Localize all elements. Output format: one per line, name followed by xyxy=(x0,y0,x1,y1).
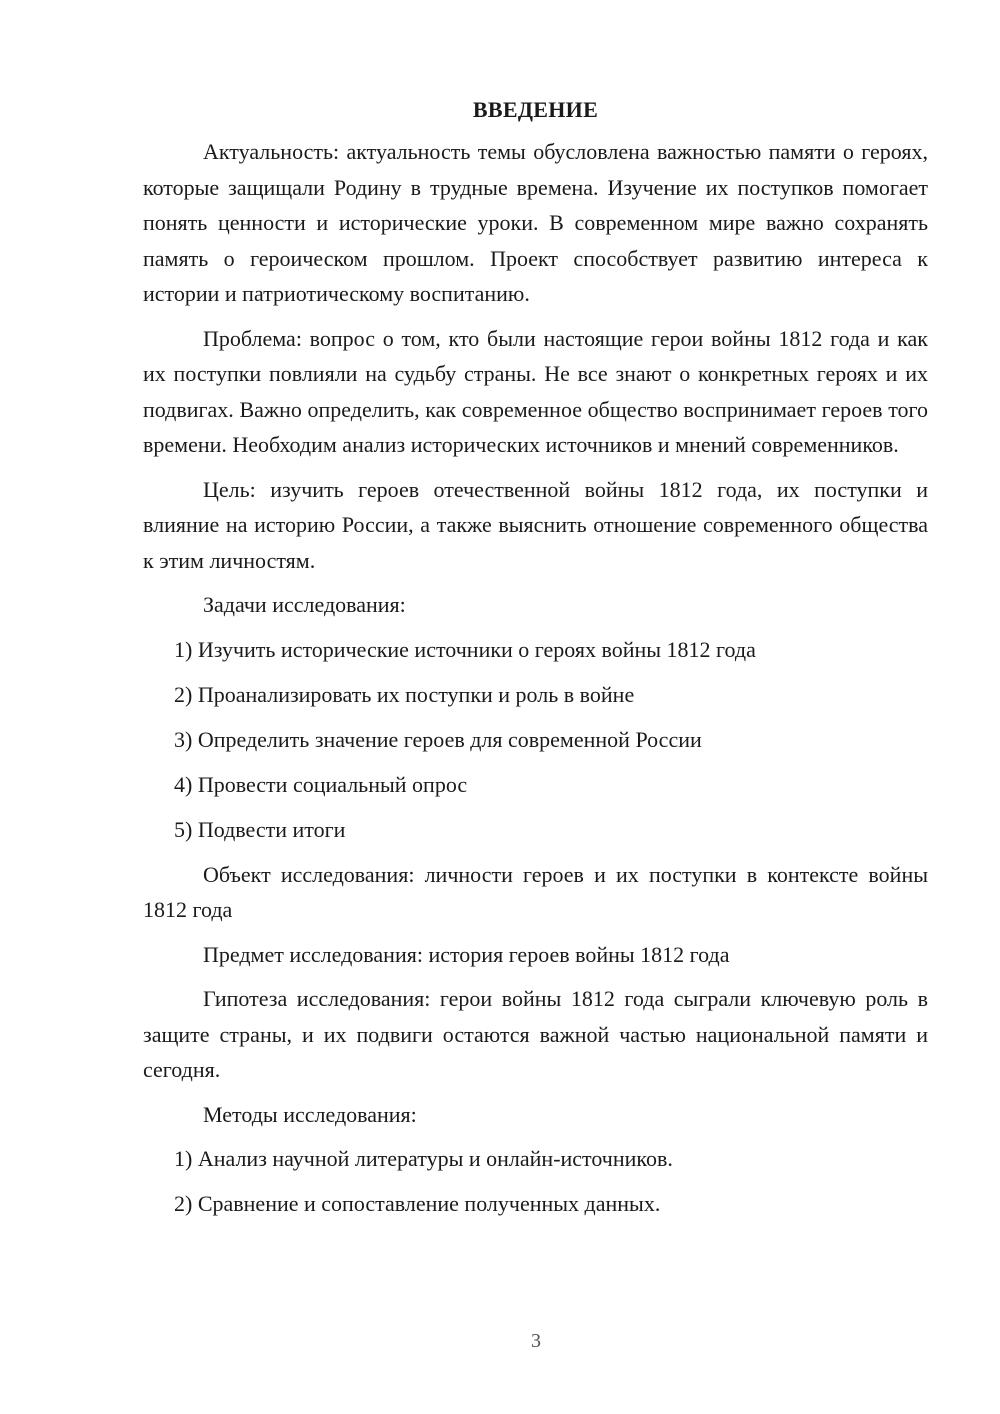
object-paragraph: Объект исследования: личности героев и их поступки в контексте войны 1812 года xyxy=(143,861,928,922)
task-item: 1) Изучить исторические источники о героях войны 1812 года xyxy=(174,636,756,662)
page-number: 3 xyxy=(531,1330,541,1352)
task-item: 4) Провести социальный опрос xyxy=(174,771,468,797)
hypothesis-paragraph: Гипотеза исследования: герои войны 1812 года сыграли ключевую роль в защите страны, и их подвиги остаются важной частью национальной памяти и сегодня. xyxy=(143,986,928,1082)
subject-paragraph: Предмет исследования: история героев войны 1812 года xyxy=(203,941,730,967)
tasks-label: Задачи исследования: xyxy=(203,592,406,617)
problem-paragraph: Проблема: вопрос о том, кто были настоящие герои войны 1812 года и как их поступки повлияли на судьбу страны. Не все знают о конкретных героях и их подвигах. Важно определить, как современное общество воспринимает героев того времени. Необходим анализ исторических источников и мнений современников. xyxy=(143,325,928,457)
section-heading: ВВЕДЕНИЕ xyxy=(472,97,599,122)
task-item: 2) Проанализировать их поступки и роль в войне xyxy=(174,681,635,707)
goal-paragraph: Цель: изучить героев отечественной войны 1812 года, их поступки и влияние на историю России, а также выяснить отношение современного общества к этим личностям. xyxy=(143,476,928,573)
method-item: 2) Сравнение и сопоставление полученных данных. xyxy=(174,1191,661,1216)
methods-list xyxy=(143,1141,928,1222)
methods-label: Методы исследования: xyxy=(203,1101,417,1127)
method-item: 1) Анализ научной литературы и онлайн-источников. xyxy=(174,1146,673,1171)
tasks-list xyxy=(143,632,928,848)
document-page xyxy=(143,92,928,1231)
task-item: 5) Подвести итоги xyxy=(174,816,346,842)
task-item: 3) Определить значение героев для современной России xyxy=(174,726,702,752)
relevance-paragraph: Актуальность: актуальность темы обусловлена важностью памяти о героях, которые защищали Родину в трудные времена. Изучение их поступков помогает понять ценности и исторические уроки. В современном мире важно сохранять память о героическом прошлом. Проект способствует развитию интереса к истории и патриотическому воспитанию. xyxy=(143,139,928,306)
